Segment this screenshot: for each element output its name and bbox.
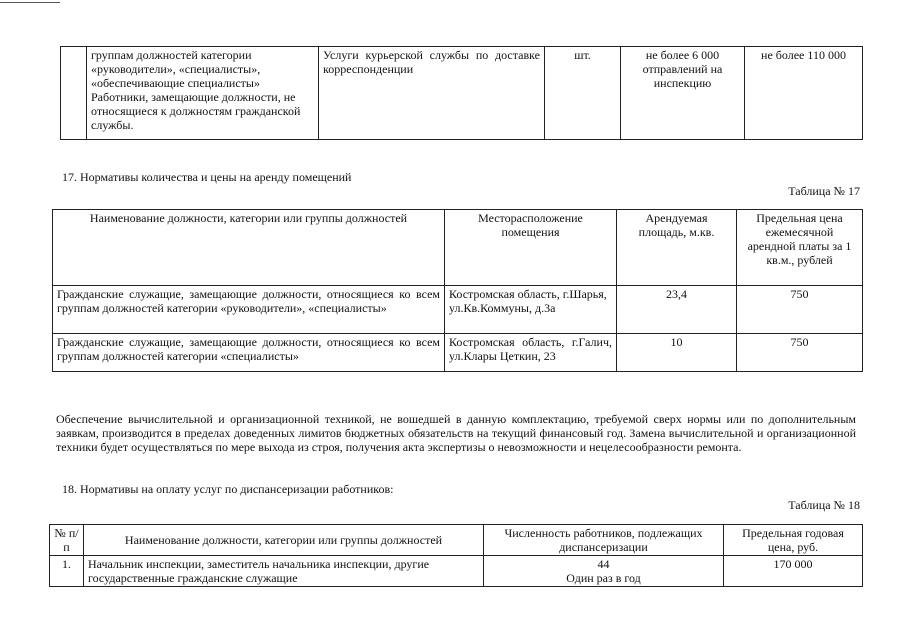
section-18-heading: 18. Нормативы на оплату услуг по диспансеризации работников: — [62, 482, 394, 496]
position-cell: Начальник инспекции, заместитель начальника инспекции, другие государственные гражданские служащие — [84, 556, 484, 587]
courier-services-table — [60, 46, 863, 140]
unit-cell: шт. — [545, 47, 621, 140]
position-cell: Гражданские служащие, замещающие должности, относящиеся ко всем группам должностей категории «специалисты» — [53, 334, 445, 372]
area-cell: 23,4 — [617, 286, 737, 334]
table-row — [53, 286, 863, 334]
price-cell: не более 110 000 — [745, 47, 863, 140]
service-cell: Услуги курьерской службы по доставке корреспонденции — [319, 47, 545, 140]
count-cell — [484, 556, 724, 587]
table-17-label: Таблица № 17 — [788, 184, 860, 198]
frequency-value: Один раз в год — [566, 571, 641, 585]
num-cell: 1. — [50, 556, 84, 587]
location-cell: Костромская область, г.Галич, ул.Клары Цеткин, 23 — [445, 334, 617, 372]
price-cell: 170 000 — [724, 556, 863, 587]
header-row — [50, 525, 863, 556]
position-cell: группам должностей категории «руководители», «специалисты», «обеспечивающие специалисты» Работники, замещающие должности, не относящиеся к должностям гражданской службы. — [87, 47, 319, 140]
section-17-heading: 17. Нормативы количества и цены на аренду помещений — [62, 170, 352, 184]
position-cell: Гражданские служащие, замещающие должности, относящиеся ко всем группам должностей категории «руководители», «специалисты» — [53, 286, 445, 334]
header-row — [53, 210, 863, 286]
header-price: Предельная годовая цена, руб. — [724, 525, 863, 556]
quantity-cell: не более 6 000 отправлений на инспекцию — [621, 47, 745, 140]
header-num: № п/п — [50, 525, 84, 556]
header-count: Численность работников, подлежащих диспансеризации — [484, 525, 724, 556]
area-cell: 10 — [617, 334, 737, 372]
empty-cell — [61, 47, 87, 140]
location-cell: Костромская область, г.Шарья, ул.Кв.Коммуны, д.3а — [445, 286, 617, 334]
table-row — [53, 334, 863, 372]
equipment-paragraph: Обеспечение вычислительной и организационной техникой, не вошедшей в данную комплектацию, требуемой сверх нормы или по дополнительным заявкам, производится в пределах доведенных лимитов бюджетных обязательств на текущий финансовый год. Замена вычислительной и организационной техники будет осуществляться по мере выхода из строя, получения акта экспертизы о невозможности и нецелесообразности ремонта. — [56, 412, 856, 454]
top-rule — [0, 2, 60, 3]
header-location: Месторасположение помещения — [445, 210, 617, 286]
table-row — [61, 47, 863, 140]
header-price: Предельная цена ежемесячной арендной платы за 1 кв.м., рублей — [737, 210, 863, 286]
rent-table — [52, 209, 863, 372]
table-18-label: Таблица № 18 — [788, 498, 860, 512]
header-position: Наименование должности, категории или группы должностей — [53, 210, 445, 286]
table-row — [50, 556, 863, 587]
price-cell: 750 — [737, 334, 863, 372]
medical-exam-table — [49, 524, 863, 587]
count-value: 44 — [597, 557, 610, 571]
price-cell: 750 — [737, 286, 863, 334]
header-position: Наименование должности, категории или группы должностей — [84, 525, 484, 556]
header-area: Арендуемая площадь, м.кв. — [617, 210, 737, 286]
